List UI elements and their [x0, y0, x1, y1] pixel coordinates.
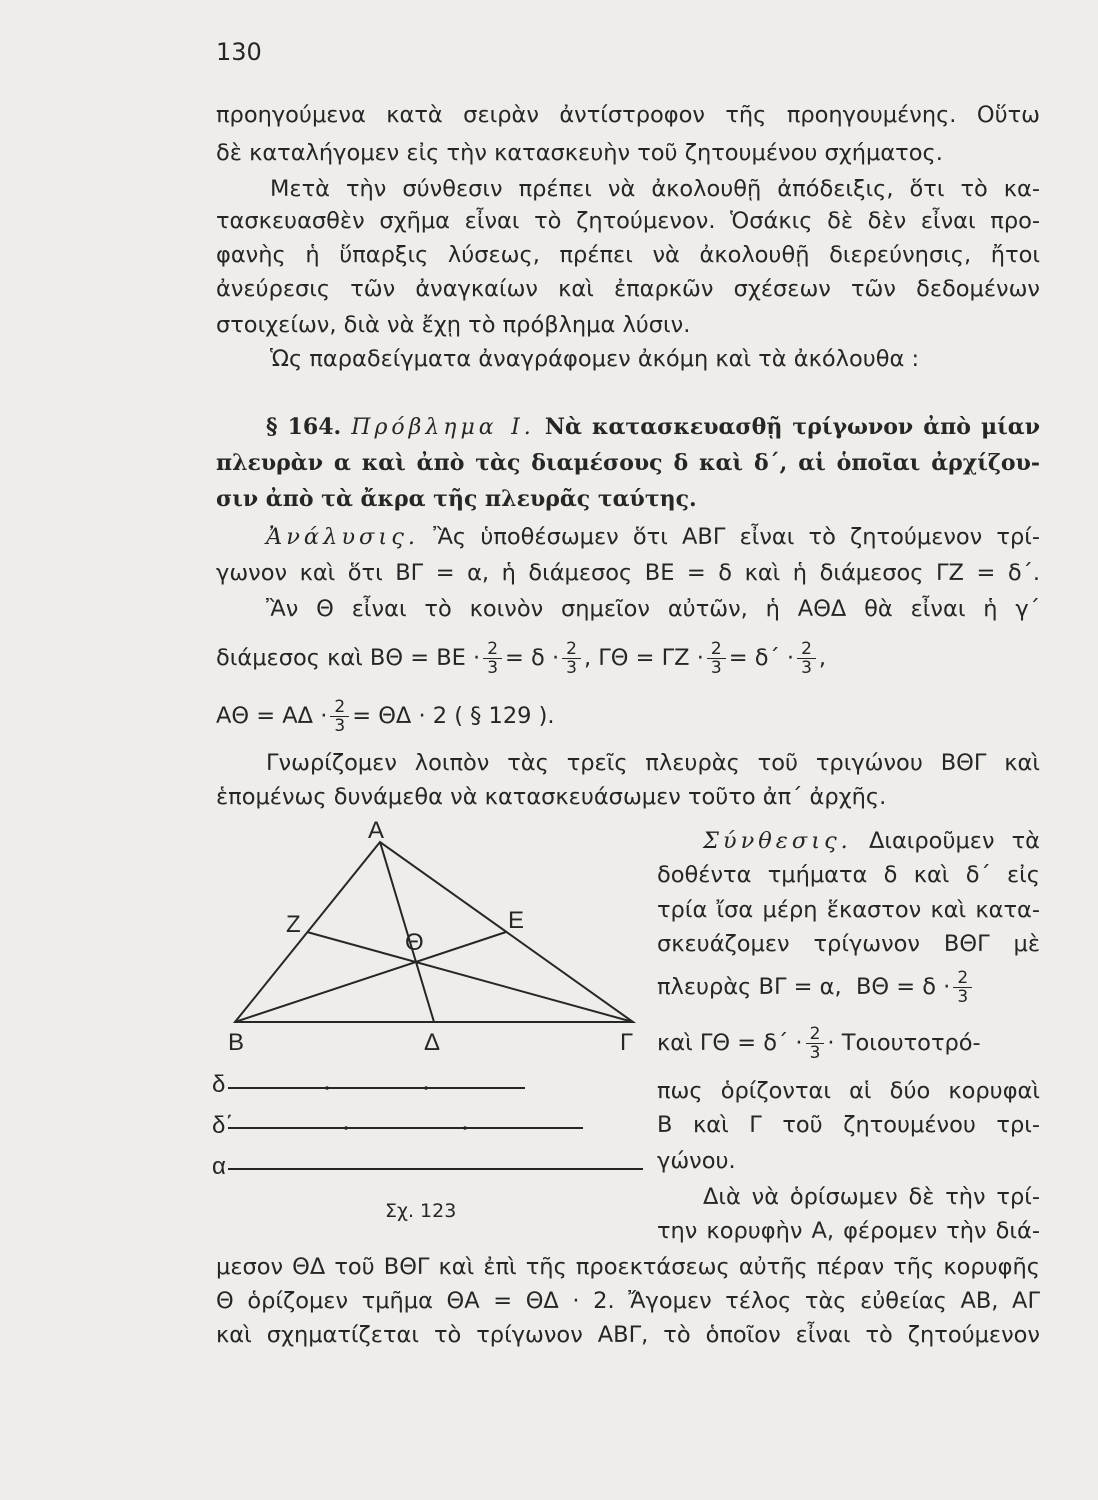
synthesis-text-5b: ΒΘ = δ ·: [855, 974, 951, 1000]
fraction-numerator: 2: [707, 640, 726, 659]
fraction-denominator: 3: [566, 658, 577, 678]
fraction: [483, 640, 502, 677]
paragraph-2-line-1: Μετὰ τὴν σύνθεσιν πρέπει νὰ ἀκολουθῇ ἀπόδειξις, ὅτι τὸ κα-: [270, 176, 1040, 202]
paragraph-1-line-2: δὲ καταλήγομεν εἰς τὴν κατασκευὴν τοῦ ζητουμένου σχήματος.: [216, 140, 943, 166]
eq1-part-e: ,: [818, 645, 827, 671]
paragraph-2-line-3: φανὴς ἡ ὕπαρξις λύσεως, πρέπει νὰ ἀκολουθῇ διερεύνησις, ἤτοι: [216, 242, 1040, 268]
synthesis-line-10: Διὰ νὰ ὁρίσωμεν δὲ τὴν τρί-: [703, 1184, 1040, 1210]
fraction: [797, 640, 816, 677]
fraction: [806, 1025, 825, 1062]
analysis-text-1: Ἂς ὑποθέσωμεν ὅτι ΑΒΓ εἶναι τὸ ζητούμενον τρί-: [433, 524, 1040, 550]
fraction-denominator: 3: [957, 987, 969, 1007]
synthesis-line-9: γώνου.: [657, 1148, 736, 1174]
fraction: [330, 698, 349, 735]
problem-label: Πρόβλημα I.: [351, 415, 535, 440]
fraction-numerator: 2: [806, 1025, 825, 1044]
synthesis-full-line-2: Θ ὁρίζομεν τμῆμα ΘΑ = ΘΔ · 2. Ἄγομεν τέλος τὰς εὐθείας ΑΒ, ΑΓ: [216, 1288, 1040, 1314]
analysis-line-3: Ἂν Θ εἶναι τὸ κοινὸν σημεῖον αὐτῶν, ἡ ΑΘΔ θὰ εἶναι ἡ γ΄: [266, 596, 1040, 622]
analysis-line-4: Γνωρίζομεν λοιπὸν τὰς τρεῖς πλευρὰς τοῦ τριγώνου ΒΘΓ καὶ: [266, 750, 1040, 776]
synthesis-line-6: [657, 1018, 1040, 1068]
section-number: § 164.: [266, 414, 342, 440]
figure-caption: Σχ. 123: [385, 1200, 457, 1222]
fraction-numerator: 2: [330, 698, 349, 717]
synthesis-text-5a: πλευρὰς ΒΓ = α,: [657, 974, 842, 1000]
analysis-label: Ἀνάλυσις.: [266, 524, 419, 550]
vertex-a-label: Α: [368, 817, 385, 844]
eq1-part-b: = δ ·: [505, 645, 560, 671]
problem-text-3: σιν ἀπὸ τὰ ἄκρα τῆς πλευρᾶς ταύτης.: [216, 486, 697, 512]
paragraph-1-line-1: προηγούμενα κατὰ σειρὰν ἀντίστροφον τῆς προηγουμένης. Οὕτω: [216, 102, 1040, 128]
paragraph-2-line-5: στοιχείων, διὰ νὰ ἔχῃ τὸ πρόβλημα λύσιν.: [216, 312, 691, 338]
paragraph-2-line-2: τασκευασθὲν σχῆμα εἶναι τὸ ζητούμενον. Ὁσάκις δὲ δὲν εἶναι προ-: [216, 208, 1040, 234]
synthesis-line-2: δοθέντα τμήματα δ καὶ δ΄ εἰς: [657, 862, 1040, 888]
problem-text-2: πλευρὰν α καὶ ἀπὸ τὰς διαμέσους δ καὶ δ΄, αἱ ὁποῖαι ἀρχίζου-: [216, 450, 1040, 476]
segment-alpha-label: α: [212, 1153, 226, 1180]
synthesis-line-8: Β καὶ Γ τοῦ ζητουμένου τρι-: [657, 1112, 1040, 1138]
analysis-line-1: [266, 522, 1040, 552]
synthesis-line-7: πως ὁρίζονται αἱ δύο κορυφαὶ: [657, 1078, 1040, 1104]
analysis-line-5: ἑπομένως δυνάμεθα νὰ κατασκευάσωμεν τοῦτο ἀπ΄ ἀρχῆς.: [216, 784, 887, 810]
median-a-delta: [380, 842, 434, 1022]
synthesis-line-5: [657, 962, 1040, 1012]
median-g-z: [307, 932, 633, 1022]
vertex-b-label: Β: [228, 1029, 245, 1056]
fraction-denominator: 3: [801, 658, 812, 678]
fraction-denominator: 3: [710, 658, 722, 678]
segment-delta-label: δ: [212, 1071, 226, 1098]
problem-text-1: Νὰ κατασκευασθῇ τρίγωνον ἀπὸ μίαν: [544, 414, 1040, 440]
synthesis-label: Σύνθεσις.: [703, 828, 852, 854]
paragraph-2-line-4: ἀνεύρεσις τῶν ἀναγκαίων καὶ ἐπαρκῶν σχέσεων τῶν δεδομένων: [216, 276, 1040, 302]
vertex-d-label: Δ: [424, 1029, 441, 1056]
eq1-part-d: = δ΄ ·: [728, 645, 795, 671]
synthesis-line-3: τρία ἴσα μέρη ἕκαστον καὶ κατα-: [657, 897, 1040, 923]
fraction-denominator: 3: [334, 716, 346, 736]
point-z-label: Ζ: [286, 911, 301, 938]
equation-2: [216, 692, 1040, 740]
fraction-numerator: 2: [797, 640, 816, 659]
fraction-denominator: 3: [809, 1043, 821, 1063]
page-number: 130: [216, 38, 262, 66]
segment-delta-prime-label: δ΄: [212, 1112, 234, 1139]
synthesis-full-line-3: καὶ σχηματίζεται τὸ τρίγωνον ΑΒΓ, τὸ ὁποῖον εἶναι τὸ ζητούμενον: [216, 1322, 1040, 1348]
eq1-part-c: , ΓΘ = ΓΖ ·: [583, 645, 704, 671]
point-e-label: Ε: [508, 907, 525, 934]
synthesis-text-6b: · Τοιουτοτρό-: [827, 1030, 981, 1056]
fraction-numerator: 2: [562, 640, 581, 659]
paragraph-3: Ὡς παραδείγματα ἀναγράφομεν ἀκόμη καὶ τὰ ἀκόλουθα :: [270, 346, 920, 372]
fraction-numerator: 2: [953, 969, 972, 988]
synthesis-text-6a: καὶ ΓΘ = δ΄ ·: [657, 1030, 803, 1056]
fraction: [953, 969, 972, 1006]
analysis-line-2: γωνον καὶ ὅτι ΒΓ = α, ἡ διάμεσος ΒΕ = δ καὶ ἡ διάμεσος ΓΖ = δ΄.: [216, 560, 1040, 586]
eq1-part-a: διάμεσος καὶ ΒΘ = ΒΕ ·: [216, 645, 481, 671]
median-b-e: [235, 932, 506, 1022]
synthesis-text-1: Διαιροῦμεν τὰ: [868, 828, 1041, 854]
synthesis-line-11: την κορυφὴν Α, φέρομεν τὴν διά-: [657, 1218, 1040, 1244]
synthesis-full-line-1: μεσον ΘΔ τοῦ ΒΘΓ καὶ ἐπὶ τῆς προεκτάσεως αὐτῆς πέραν τῆς κορυφῆς: [216, 1254, 1040, 1280]
equation-1: [216, 634, 1040, 682]
fraction: [562, 640, 581, 677]
vertex-g-label: Γ: [620, 1029, 634, 1056]
synthesis-line-1: [703, 826, 1040, 856]
triangle-abg: [235, 842, 633, 1022]
fraction: [707, 640, 726, 677]
eq2-part-b: = ΘΔ · 2 ( § 129 ).: [352, 703, 555, 729]
fraction-denominator: 3: [487, 658, 499, 678]
centroid-label: Θ: [405, 929, 424, 956]
problem-heading: [266, 412, 1040, 443]
eq2-part-a: ΑΘ = ΑΔ ·: [216, 703, 328, 729]
synthesis-line-4: σκευάζομεν τρίγωνον ΒΘΓ μὲ: [657, 931, 1040, 957]
fraction-numerator: 2: [483, 640, 502, 659]
